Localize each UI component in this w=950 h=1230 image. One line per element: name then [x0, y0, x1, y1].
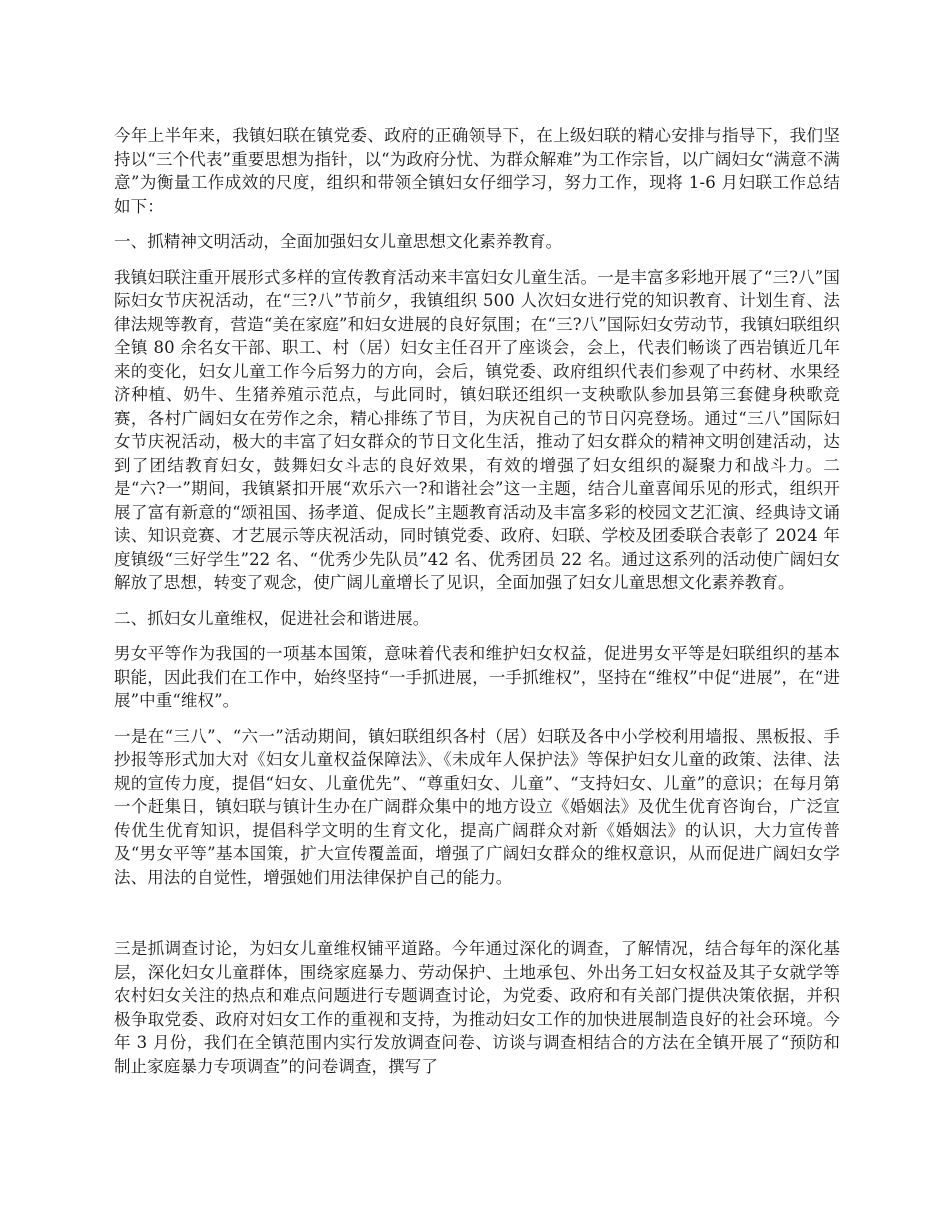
section-heading-1: 一、抓精神文明活动，全面加强妇女儿童思想文化素养教育。	[114, 232, 563, 251]
page-gap	[114, 901, 840, 937]
intro-paragraph: 今年上半年来，我镇妇联在镇党委、政府的正确领导下，在上级妇联的精心安排与指导下，我们坚持以“三个代表”重要思想为指针，以“为政府分忧、为群众解难”为工作宗旨，以广阔妇女“满意不满意”为衡量工作成效的尺度，组织和带领全镇妇女仔细学习，努力工作，现将 1-6 月妇联工作总结如下：	[114, 126, 840, 216]
body-paragraph: 我镇妇联注重开展形式多样的宣传教育活动来丰富妇女儿童生活。一是丰富多彩地开展了“三?八”国际妇女节庆祝活动，在“三?八”节前夕，我镇组织 500 人次妇女进行党的知识教育、计划生育、法律法规等教育，营造“美在家庭”和妇女进展的良好氛围；在“三?八”国际妇女劳动节，我镇妇联组织全镇 80 余名女干部、职工、村（居）妇女主任召开了座谈会，会上，代表们畅谈了西岩镇近几年来的变化，妇女儿童工作今后努力的方向，会后，镇党委、政府组织代表们参观了中药材、水果经济种植、奶牛、生猪养殖示范点，与此同时，镇妇联还组织一支秧歌队参加县第三套健身秧歌竞赛，各村广阔妇女在劳作之余，精心排练了节目，为庆祝自己的节日闪亮登场。通过“三八”国际妇女节庆祝活动，极大的丰富了妇女群众的节日文化生活，推动了妇女群众的精神文明创建活动，达到了团结教育妇女，鼓舞妇女斗志的良好效果，有效的增强了妇女组织的凝聚力和战斗力。二是“六?一”期间，我镇紧扣开展“欢乐六一?和谐社会”这一主题，结合儿童喜闻乐见的形式，组织开展了富有新意的“颂祖国、扬孝道、促成长”主题教育活动及丰富多彩的校园文艺汇演、经典诗文诵读、知识竞赛、才艺展示等庆祝活动，同时镇党委、政府、妇联、学校及团委联合表彰了 2024 年度镇级“三好学生”22 名、“优秀少先队员”42 名、优秀团员 22 名。通过这系列的活动使广阔妇女解放了思想，转变了观念，使广阔儿童增长了见识，全面加强了妇女儿童思想文化素养教育。	[114, 267, 840, 592]
document-body	[114, 124, 840, 1090]
body-paragraph: 一是在“三八”、“六一”活动期间，镇妇联组织各村（居）妇联及各中小学校利用墙报、黑板报、手抄报等形式加大对《妇女儿童权益保障法》、《未成年人保护法》等保护妇女儿童的政策、法律、法规的宣传力度，提倡“妇女、儿童优先”、“尊重妇女、儿童”、“支持妇女、儿童”的意识；在每月第一个赶集日，镇妇联与镇计生办在广阔群众集中的地方设立《婚姻法》及优生优育咨询台，广泛宣传优生优育知识，提倡科学文明的生育文化，提高广阔群众对新《婚姻法》的认识，大力宣传普及“男女平等”基本国策，扩大宣传覆盖面，增强了广阔妇女群众的维权意识，从而促进广阔妇女学法、用法的自觉性，增强她们用法律保护自己的能力。	[114, 726, 840, 887]
body-paragraph: 男女平等作为我国的一项基本国策，意味着代表和维护妇女权益，促进男女平等是妇联组织的基本职能，因此我们在工作中，始终坚持“一手抓进展，一手抓维权”，坚持在“维权”中促“进展”，在“进展”中重“维权”。	[114, 644, 840, 710]
body-paragraph: 三是抓调查讨论，为妇女儿童维权铺平道路。今年通过深化的调查，了解情况，结合每年的深化基层，深化妇女儿童群体，围绕家庭暴力、劳动保护、土地承包、外出务工妇女权益及其子女就学等农村妇女关注的热点和难点问题进行专题调查讨论，为党委、政府和有关部门提供决策依据，并积极争取党委、政府对妇女工作的重视和支持，为推动妇女工作的加快进展制造良好的社会环境。今年 3 月份，我们在全镇范围内实行发放调查问卷、访谈与调查相结合的方法在全镇开展了“预防和制止家庭暴力专项调查”的问卷调查，撰写了	[114, 939, 840, 1076]
section-heading-2: 二、抓妇女儿童维权，促进社会和谐进展。	[114, 608, 430, 628]
